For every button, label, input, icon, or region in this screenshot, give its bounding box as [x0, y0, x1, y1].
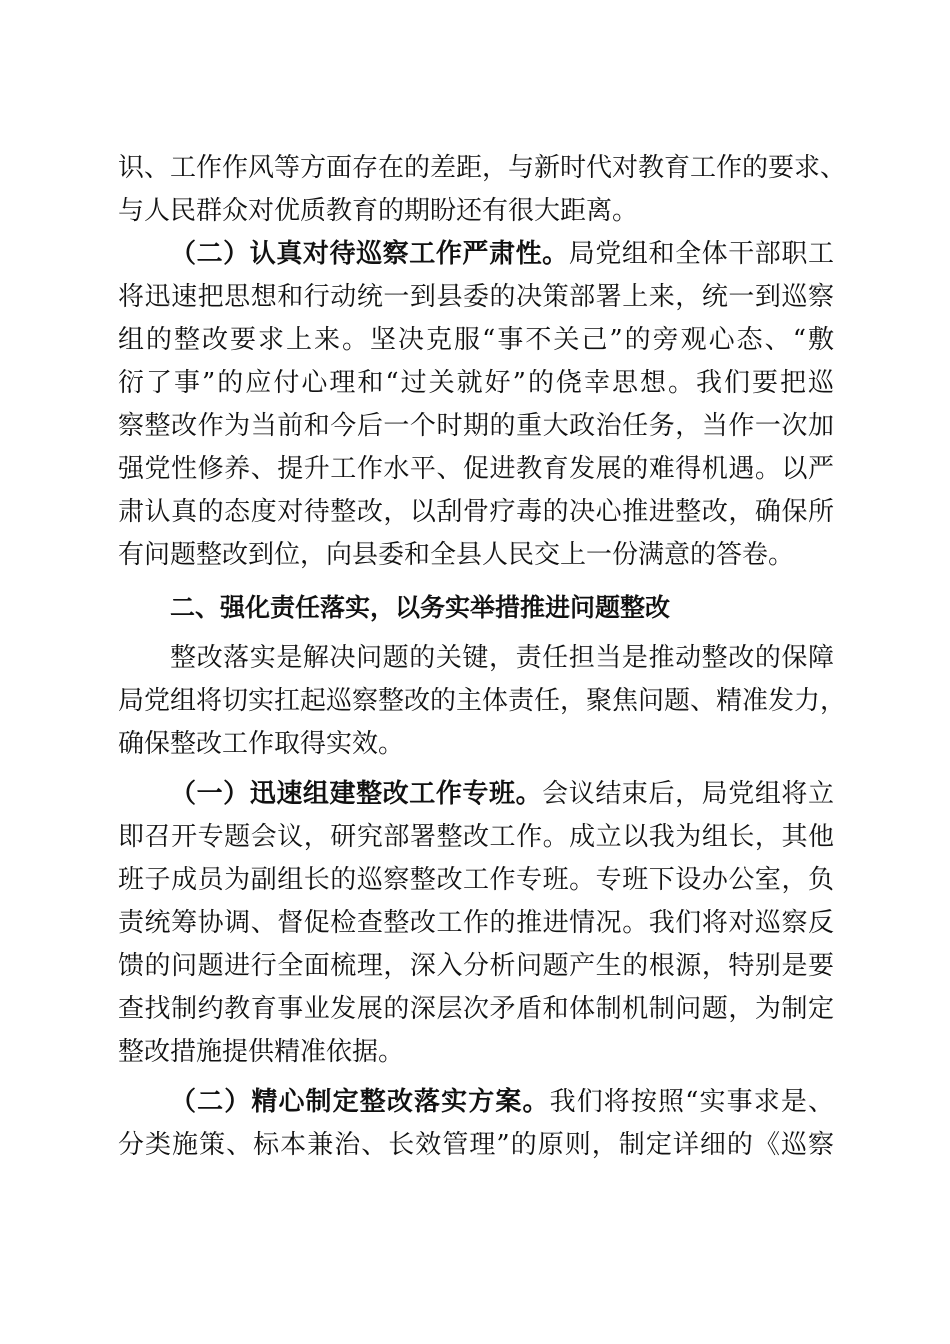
paragraph-line: 查找制约教育事业发展的深层次矛盾和体制机制问题，为制定	[118, 994, 834, 1024]
paragraph-first-line	[170, 1080, 834, 1124]
paragraph-text: 会议结束后，局党组将立	[542, 779, 834, 809]
subsection-title: （二）精心制定整改落实方案。	[170, 1087, 550, 1117]
paragraph-line: 即召开专题会议，研究部署整改工作。成立以我为组长，其他	[118, 822, 834, 852]
paragraph-first-line	[170, 232, 834, 276]
paragraph-line: 确保整改工作取得实效。	[118, 729, 405, 759]
paragraph-first-line	[170, 772, 834, 816]
paragraph-line: 整改措施提供精准依据。	[118, 1037, 405, 1067]
subsection-title: （一）迅速组建整改工作专班。	[170, 779, 543, 809]
paragraph-text: 我们将按照“实事求是、	[549, 1087, 834, 1117]
paragraph-line: 组的整改要求上来。坚决克服“事不关己”的旁观心态、“敷	[118, 325, 834, 355]
paragraph-line: 识、工作作风等方面存在的差距，与新时代对教育工作的要求、	[118, 153, 847, 183]
paragraph-line: 班子成员为副组长的巡察整改工作专班。专班下设办公室，负	[118, 865, 834, 895]
paragraph-line: 察整改作为当前和今后一个时期的重大政治任务，当作一次加	[118, 411, 834, 441]
paragraph-line: 衍了事”的应付心理和“过关就好”的侥幸思想。我们要把巡	[118, 368, 834, 398]
paragraph-line: 肃认真的态度对待整改，以刮骨疗毒的决心推进整改，确保所	[118, 497, 834, 527]
subsection-title: （二）认真对待巡察工作严肃性。	[170, 239, 569, 269]
paragraph-text: 局党组和全体干部职工	[568, 239, 834, 269]
section-heading: 二、强化责任落实，以务实举措推进问题整改	[170, 593, 671, 622]
paragraph-line: 与人民群众对优质教育的期盼还有很大距离。	[118, 196, 639, 226]
paragraph-line: 分类施策、标本兼治、长效管理”的原则，制定详细的《巡察	[118, 1130, 834, 1160]
paragraph-line: 强党性修养、提升工作水平、促进教育发展的难得机遇。以严	[118, 454, 834, 484]
paragraph-line: 责统筹协调、督促检查整改工作的推进情况。我们将对巡察反	[118, 908, 834, 938]
paragraph-line: 馈的问题进行全面梳理，深入分析问题产生的根源，特别是要	[118, 951, 834, 981]
paragraph-line: 有问题整改到位，向县委和全县人民交上一份满意的答卷。	[118, 540, 795, 570]
paragraph-line: 将迅速把思想和行动统一到县委的决策部署上来，统一到巡察	[118, 282, 834, 312]
paragraph-line: 局党组将切实扛起巡察整改的主体责任，聚焦问题、精准发力，	[118, 686, 847, 716]
paragraph-first-line: 整改落实是解决问题的关键，责任担当是推动整改的保障	[170, 643, 834, 673]
